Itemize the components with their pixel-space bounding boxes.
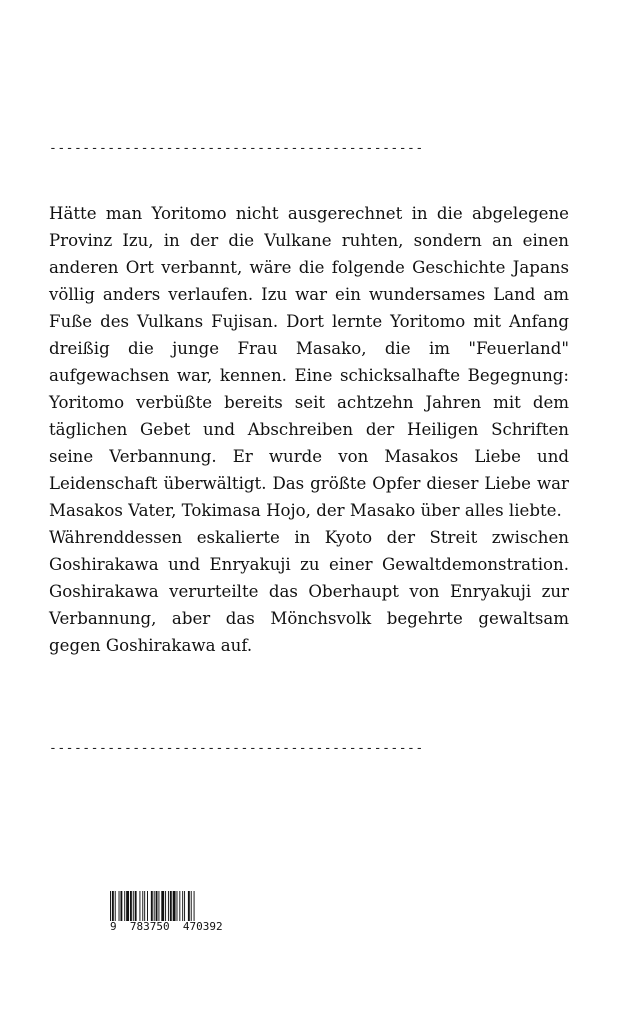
barcode-bar: [130, 891, 132, 921]
barcode-bar: [110, 891, 111, 921]
isbn-barcode: [110, 891, 240, 933]
blurb-paragraph-1: Hätte man Yoritomo nicht ausgerechnet in die abgelegene Provinz Izu, in der die Vulkane ruhten, sondern an einen anderen Ort verbannt, wäre die folgende Geschichte Japans völlig anders verlaufen. Izu war ein wundersames Land am Fuße des Vulkans Fujisan. Dort lernte Yoritomo mit Anfang dreißig die junge Frau Masako, die im "Feuerland" aufgewachsen war, kennen. Eine schicksalhafte Begegnung: Yoritomo verbüßte bereits seit achtzehn Jahren mit dem täglichen Gebet und Abschreiben der Heiligen Schriften seine Verbannung. Er wurde von Masakos Liebe und Leidenschaft überwältigt. Das größte Opfer dieser Liebe war Masakos Vater, Tokimasa Hojo, der Masako über alles liebte.: [49, 204, 569, 520]
barcode-bar: [147, 891, 148, 921]
barcode-bar: [115, 891, 116, 921]
barcode-bar: [191, 891, 192, 921]
back-cover-blurb: [49, 200, 569, 659]
barcode-bar: [182, 891, 183, 921]
barcode-bar: [165, 891, 166, 921]
bottom-dashed-separator: ---------------------------------------------: [49, 742, 424, 756]
barcode-bar: [188, 891, 190, 921]
top-dashed-separator: ---------------------------------------------: [49, 142, 424, 156]
barcode-bar: [184, 891, 185, 921]
barcode-bar: [179, 891, 180, 921]
barcode-bars-graphic: [110, 891, 240, 921]
barcode-bar: [158, 891, 159, 921]
barcode-bar: [124, 891, 125, 921]
barcode-bar: [126, 891, 129, 921]
barcode-bar: [112, 891, 114, 921]
barcode-bar: [120, 891, 122, 921]
barcode-bar: [168, 891, 169, 921]
barcode-bar: [119, 891, 120, 921]
barcode-bar: [170, 891, 172, 921]
barcode-bar: [154, 891, 155, 921]
barcode-bar: [161, 891, 164, 921]
blurb-paragraph-2: Währenddessen eskalierte in Kyoto der Streit zwischen Goshirakawa und Enryakuji zu einer Gewaltdemonstration. Goshirakawa verurteilte das Oberhaupt von Enryakuji zur Verbannung, aber das Mönchsvolk begehrte gewaltsam gegen Goshirakawa auf.: [49, 528, 569, 655]
isbn-barcode-digits: 9 783750 470392: [110, 920, 223, 933]
barcode-bar: [144, 891, 145, 921]
barcode-bar: [156, 891, 158, 921]
barcode-bar: [135, 891, 137, 921]
barcode-bar: [139, 891, 140, 921]
barcode-bar: [194, 891, 195, 921]
barcode-bar: [142, 891, 143, 921]
barcode-bar: [151, 891, 153, 921]
barcode-bar: [177, 891, 178, 921]
barcode-bar: [133, 891, 134, 921]
barcode-bar: [173, 891, 176, 921]
